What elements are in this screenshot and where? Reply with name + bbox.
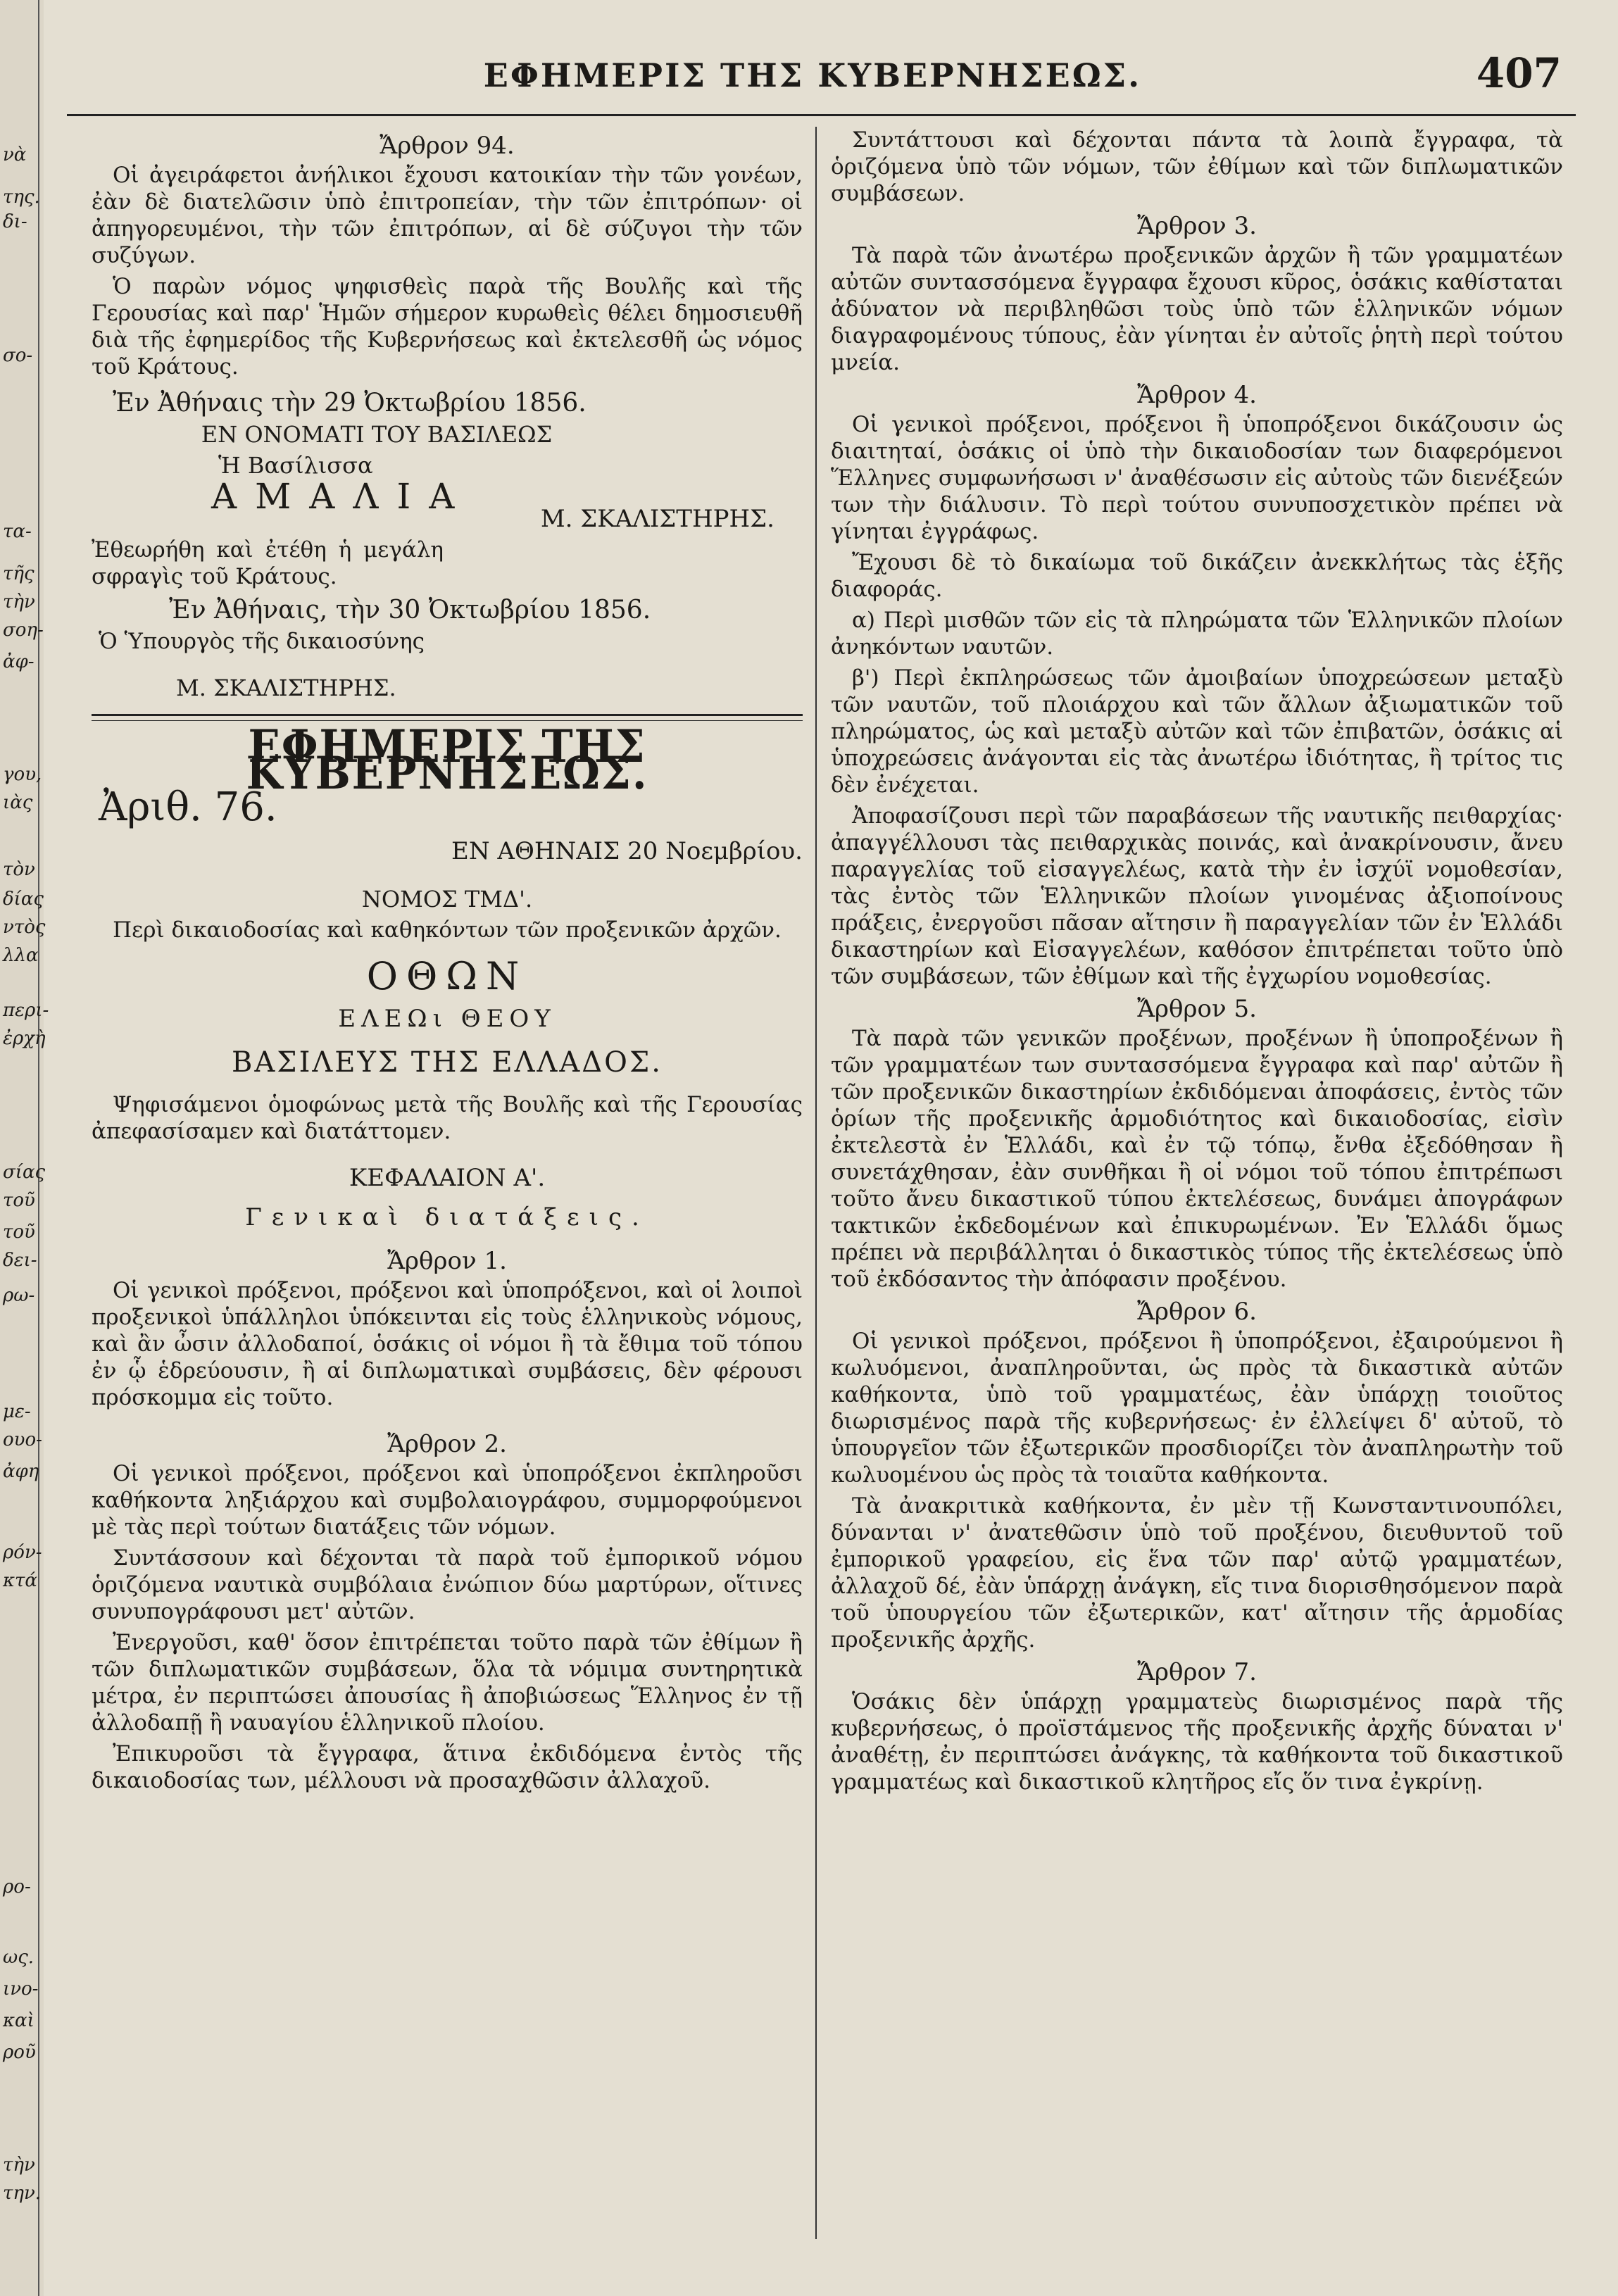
margin-fragment: ρόν- [3, 1542, 42, 1563]
margin-fragment: νὰ [3, 144, 27, 165]
margin-fragment: της. [3, 187, 40, 208]
article-title: Ἄρθρον 6. [1137, 1298, 1257, 1326]
issue-number: Ἀριθ. 76. [99, 784, 277, 830]
paragraph: Συντάσσουν καὶ δέχονται τὰ παρὰ τοῦ ἐμπορικοῦ νόμου ὁριζόμενα ναυτικὰ συμβόλαια ἐνώπιον δύω μαρτύρων, οἵτινες συνυπογράφουσι μετ' αὐτῶν. [92, 1545, 803, 1624]
paragraph: Τὰ παρὰ τῶν ἀνωτέρω προξενικῶν ἀρχῶν ἢ τῶν γραμματέων αὐτῶν συντασσόμενα ἔγγραφα ἔχουσι κῦρος, ὁσάκις καθίσταται ἀδύνατον νὰ περιβληθῶσι τοὺς ὑπὸ τῶν ἑλληνικῶν νόμων διαγραφομένους τύπους, ἐὰν γίνηται ἐν αὐτοῖς ῥητὴ περὶ τούτου μνεία. [831, 243, 1563, 375]
article-title: Ἄρθρον 7. [1137, 1658, 1257, 1686]
paragraph: Οἱ γενικοὶ πρόξενοι, πρόξενοι ἢ ὑποπρόξενοι, ἐξαιρούμενοι ἢ κωλυόμενοι, ἀναπληροῦνται, ὡς πρὸς τὰ δικαστικὰ αὐτῶν καθήκοντα, ὑπὸ τοῦ γραμματέως, ἐὰν ὑπάρχῃ τοιοῦτος διωρισμένος παρὰ τῆς κυβερνήσεως· ἐν ἐλλείψει δ' αὐτοῦ, τὸ ὑπουργεῖον τῶν ἐξωτερικῶν προσδιορίζει τὸν ἀναπληρωτὴν τοῦ κωλυομένου ὡς πρὸς τὰ τοιαῦτα καθήκοντα. [831, 1329, 1563, 1488]
margin-fragment: τοῦ [3, 1222, 35, 1243]
chapter-title: Γενικαὶ διατάξεις. [245, 1203, 649, 1231]
margin-fragment: τῆς [3, 563, 35, 584]
right-column [831, 127, 1563, 1800]
paragraph: Ἀποφασίζουσι περὶ τῶν παραβάσεων τῆς ναυτικῆς πειθαρχίας· ἀπαγγέλλουσι τὰς πειθαρχικὰς ποινάς, καὶ ἀνακρίνουσιν, ἄνευ παραγγελίας τοῦ εἰσαγγελέως, κατὰ τὴν ἐν ἰσχύϊ νομοθεσίαν, τὰς ἐντὸς τῶν Ἑλληνικῶν πλοίων γινομένας ἀξιοποίνους πράξεις, ἐνεργοῦσι πᾶσαν αἴτησιν ἢ παραγγελίαν τῶν ἐν Ἑλλάδι δικαστηρίων καὶ Εἰσαγγελέων, καθόσον ἐπιτρέπεται τοῦτο ὑπὸ τῶν συμβάσεων, τῶν ἐθίμων καὶ τῆς ἐγχωρίου νομοθεσίας. [831, 803, 1563, 989]
margin-fragment: ουο- [3, 1429, 42, 1450]
queen-name: ΑΜΑΛΙΑ [211, 476, 473, 517]
margin-fragment: σο- [3, 345, 33, 366]
margin-fragment: ἀφ- [3, 651, 35, 672]
margin-fragment: ιὰς [3, 792, 33, 813]
margin-fragment: σοη- [3, 620, 44, 641]
paragraph: Ὁ παρὼν νόμος ψηφισθεὶς παρὰ τῆς Βουλῆς καὶ τῆς Γερουσίας καὶ παρ' Ἡμῶν σήμερον κυρωθεὶς θέλει δημοσιευθῆ διὰ τῆς ἐφημερίδος τῆς Κυβερνήσεως καὶ ἐκτελεσθῆ ὡς νόμος τοῦ Κράτους. [92, 274, 803, 379]
article-title: Ἄρθρον 4. [1137, 381, 1257, 409]
article-title: Ἄρθρον 2. [387, 1430, 507, 1458]
margin-fragment: ως. [3, 1947, 35, 1968]
article-title: Ἄρθρον 1. [387, 1247, 507, 1275]
paragraph: Τὰ ἀνακριτικὰ καθήκοντα, ἐν μὲν τῇ Κωνσταντινουπόλει, δύνανται ν' ἀνατεθῶσιν ὑπὸ τοῦ προξένου, διευθυντοῦ τοῦ ἐμπορικοῦ γραφείου, εἰς ἕνα τῶν παρ' αὐτῷ γραμματέων, ἀλλαχοῦ δέ, ἐὰν ὑπάρχῃ ἀνάγκη, εἴς τινα διορισθησόμενον παρὰ τοῦ ὑπουργείου τῶν ἐξωτερικῶν, κατ' αἴτησιν τῆς ἁρμοδίας προξενικῆς ἀρχῆς. [831, 1493, 1563, 1652]
minister-title: Ὁ Ὑπουργὸς τῆς δικαιοσύνης [99, 629, 425, 654]
margin-fragment: λλα [3, 945, 39, 966]
margin-fragment: ἐρχὴ [3, 1028, 46, 1049]
margin-fragment: δει- [3, 1250, 37, 1271]
paragraph: Συντάττουσι καὶ δέχονται πάντα τὰ λοιπὰ ἔγγραφα, τὰ ὁριζόμενα ὑπὸ τῶν νόμων, τῶν ἐθίμων καὶ τῶν διπλωματικῶν συμβάσεων. [831, 127, 1563, 206]
queen-label: Ἡ Βασίλισσα [218, 452, 373, 479]
margin-fragment: γου, [3, 764, 42, 785]
article-title: Ἄρθρον 94. [380, 132, 515, 160]
paragraph: Ὁσάκις δὲν ὑπάρχῃ γραμματεὺς διωρισμένος παρὰ τῆς κυβερνήσεως, ὁ προϊστάμενος τῆς προξενικῆς ἀρχῆς δύναται ν' ἀναθέτῃ, ἐν περιπτώσει ἀνάγκης, τὰ καθήκοντα τοῦ δικαστικοῦ γραμματέως καὶ δικαστικοῦ κλητῆρος εἴς ὅν τινα ἐγκρίνῃ. [831, 1689, 1563, 1795]
article-title: Ἄρθρον 3. [1137, 212, 1257, 240]
header-title: ΕΦΗΜΕΡΙΣ ΤΗΣ ΚΥΒΕΡΝΗΣΕΩΣ. [483, 56, 1142, 94]
margin-fragment: ροῦ [3, 2042, 36, 2063]
left-column [92, 127, 803, 1798]
margin-fragment: τὴν [3, 591, 35, 613]
article-title: Ἄρθρον 5. [1137, 995, 1257, 1023]
law-subject: Περὶ δικαιοδοσίας καὶ καθηκόντων τῶν προξενικῶν ἀρχῶν. [113, 917, 782, 943]
previous-page-margin [0, 0, 49, 2296]
margin-fragment: τὸν [3, 859, 35, 880]
paragraph: Οἱ γενικοὶ πρόξενοι, πρόξενοι καὶ ὑποπρόξενοι ἐκπληροῦσι καθήκοντα ληξιάρχου καὶ συμβολαιογράφου, συμμορφούμενοι μὲ τὰς περὶ τούτων διατάξεις τῶν νόμων. [92, 1461, 803, 1540]
margin-rule [38, 0, 39, 2296]
enacting-clause: Ψηφισάμενοι ὁμοφώνως μετὰ τῆς Βουλῆς καὶ τῆς Γερουσίας ἀπεφασίσαμεν καὶ διατάττομεν. [92, 1092, 803, 1144]
header-rule [67, 114, 1576, 116]
margin-fragment: ινο- [3, 1978, 39, 2000]
paragraph: Οἱ γενικοὶ πρόξενοι, πρόξενοι καὶ ὑποπρόξενοι, καὶ οἱ λοιποὶ προξενικοὶ ὑπάλληλοι ὑπόκεινται εἰς τοὺς ἑλληνικοὺς νόμους, καὶ ἂν ὦσιν ἀλλοδαποί, ὁσάκις οἱ νόμοι ἢ τὰ ἔθιμα τοῦ τόπου ἐν ᾧ ἑδρεύουσιν, ἢ αἱ διπλωματικαὶ συμβάσεις, δὲν φέρουσι πρόσκομμα εἰς τοῦτο. [92, 1278, 803, 1410]
paragraph: Οἱ γενικοὶ πρόξενοι, πρόξενοι ἢ ὑποπρόξενοι δικάζουσιν ὡς διαιτηταί, ὁσάκις οἱ ὑπὸ τὴν δικαιοδοσίαν των διαφερόμενοι Ἕλληνες συμφωνήσωσι ν' ἀναθέσωσιν εἰς αὐτοὺς τῶν διενέξεών των τὴν διάλυσιν. Τὸ περὶ τούτου συνυποσχετικὸν πρέπει νὰ γίνηται ἐγγράφως. [831, 412, 1563, 544]
date-line: Ἐν Ἀθήναις, τὴν 30 Ὀκτωβρίου 1856. [169, 596, 651, 625]
chapter-number: ΚΕΦΑΛΑΙΟΝ Α'. [349, 1164, 546, 1192]
issue-date: ΕΝ ΑΘΗΝΑΙΣ 20 Νοεμβρίου. [451, 837, 803, 865]
masthead: ΕΦΗΜΕΡΙΣ ΤΗΣ ΚΥΒΕΡΝΗΣΕΩΣ. [246, 720, 648, 800]
margin-fragment: δι- [3, 211, 27, 232]
minister-name: Μ. ΣΚΑΛΙΣΤΗΡΗΣ. [176, 675, 396, 701]
paragraph: β') Περὶ ἐκπληρώσεως τῶν ἀμοιβαίων ὑποχρεώσεων μεταξὺ τῶν ναυτῶν, τοῦ πλοιάρχου καὶ τῶν ἄλλων ἀξιωματικῶν τοῦ πληρώματος, ὡς καὶ μεταξὺ αὐτῶν καὶ τῶν ἐπιβατῶν, ὁσάκις αἱ ὑποχρεώσεις ἀνάγονται εἰς τὰς ἀνωτέρω ἰδιότητας, ἢ τρίτος τις δὲν ἐνέχεται. [831, 665, 1563, 798]
margin-fragment: ντὸς [3, 917, 46, 938]
seal-text: Ἐθεωρήθη καὶ ἐτέθη ἡ μεγάλη σφραγὶς τοῦ Κράτους. [92, 537, 444, 589]
paragraph: Τὰ παρὰ τῶν γενικῶν προξένων, προξένων ἢ ὑποπροξένων ἢ τῶν γραμματέων των συντασσόμενα ἔγγραφα καὶ παρ' αὐτῶν ἢ τῶν προξενικῶν δικαστηρίων ἐκδιδόμεναι ἀποφάσεις, ἐντὸς τῶν ὁρίων τῆς προξενικῆς ἁρμοδιότητος καὶ δικαιοδοσίας, εἰσὶν ἐκτελεστὰ ἐν Ἑλλάδι, καὶ ἐν τῷ τόπῳ, ἔνθα ἐξεδόθησαν ἢ συνετάχθησαν, ἐὰν συνθῆκαι ἢ οἱ νόμοι τοῦ τόπου ἐπιτρέπωσι τοῦτο ἄνευ δικαστικοῦ τύπου ἐκτελέσεως, δυνάμει ἀπογράφων τακτικῶν ἐκδεδομένων καὶ ἐπικυρωμένων. Ἐν Ἑλλάδι ὅμως πρέπει νὰ περιβάλληται ὁ δικαστικὸς τύπος τῆς ἐκτελέσεως ὑπὸ τοῦ ἐκδόσαντος τὴν ἀπόφασιν προξένου. [831, 1026, 1563, 1292]
paragraph: Οἱ ἀγειράφετοι ἀνήλικοι ἔχουσι κατοικίαν τὴν τῶν γονέων, ἐὰν δὲ διατελῶσιν ὑπὸ ἐπιτροπείαν, τὴν τῶν ἐπιτρόπων· οἱ ἀπηγορευμένοι, τὴν τῶν ἐπιτρόπων, αἱ δὲ σύζυγοι τὴν τῶν συζύγων. [92, 163, 803, 268]
margin-fragment: περι- [3, 1000, 49, 1021]
paragraph: Ἐπικυροῦσι τὰ ἔγγραφα, ἅτινα ἐκδιδόμενα ἐντὸς τῆς δικαιοδοσίας των, μέλλουσι νὰ προσαχθῶσιν ἀλλαχοῦ. [92, 1741, 803, 1793]
page-number: 407 [1476, 49, 1562, 97]
margin-fragment: ρο- [3, 1876, 31, 1897]
margin-fragment: καὶ [3, 2010, 35, 2031]
paragraph: Ἔχουσι δὲ τὸ δικαίωμα τοῦ δικάζειν ἀνεκκλήτως τὰς ἑξῆς διαφοράς. [831, 550, 1563, 602]
margin-fragment: ἀφη [3, 1461, 39, 1482]
margin-fragment: τὴν [3, 2154, 35, 2176]
margin-fragment: σίας [3, 1162, 46, 1183]
margin-fragment: με- [3, 1401, 31, 1422]
king-name: ΟΘΩΝ [366, 954, 528, 998]
by-grace-of-god: ΕΛΕΩι ΘΕΟΥ [338, 1005, 556, 1033]
margin-fragment: τα- [3, 521, 32, 542]
king-title: ΒΑΣΙΛΕΥΣ ΤΗΣ ΕΛΛΑΔΟΣ. [232, 1046, 663, 1079]
margin-fragment: τοῦ [3, 1190, 35, 1211]
issue-row [92, 784, 803, 872]
law-number: ΝΟΜΟΣ ΤΜΔ'. [361, 886, 533, 912]
page-header [49, 49, 1576, 106]
margin-fragment: την. [3, 2183, 42, 2204]
date-line: Ἐν Ἀθήναις τὴν 29 Ὀκτωβρίου 1856. [113, 389, 587, 418]
margin-fragment: ρω- [3, 1285, 35, 1306]
column-divider [815, 127, 817, 2239]
paragraph: Ἐνεργοῦσι, καθ' ὅσον ἐπιτρέπεται τοῦτο παρὰ τῶν ἐθίμων ἢ τῶν διπλωματικῶν συμβάσεων, ὅλα τὰ νόμιμα συντηρητικὰ μέτρα, ἐν περιπτώσει ἀπουσίας ἢ ἀποβιώσεως Ἕλληνος ἐν τῇ ἀλλοδαπῇ ἢ ναυαγίου ἑλληνικοῦ πλοίου. [92, 1630, 803, 1736]
margin-fragment: κτά [3, 1570, 37, 1591]
in-name-of-king: ΕΝ ΟΝΟΜΑΤΙ ΤΟΥ ΒΑΣΙΛΕΩΣ [201, 421, 553, 448]
margin-fragment: δίας [3, 889, 44, 910]
minister-signature: Μ. ΣΚΑΛΙΣΤΗΡΗΣ. [540, 505, 774, 533]
paragraph: α) Περὶ μισθῶν τῶν εἰς τὰ πληρώματα τῶν Ἑλληνικῶν πλοίων ἀνηκόντων ναυτῶν. [831, 608, 1563, 660]
